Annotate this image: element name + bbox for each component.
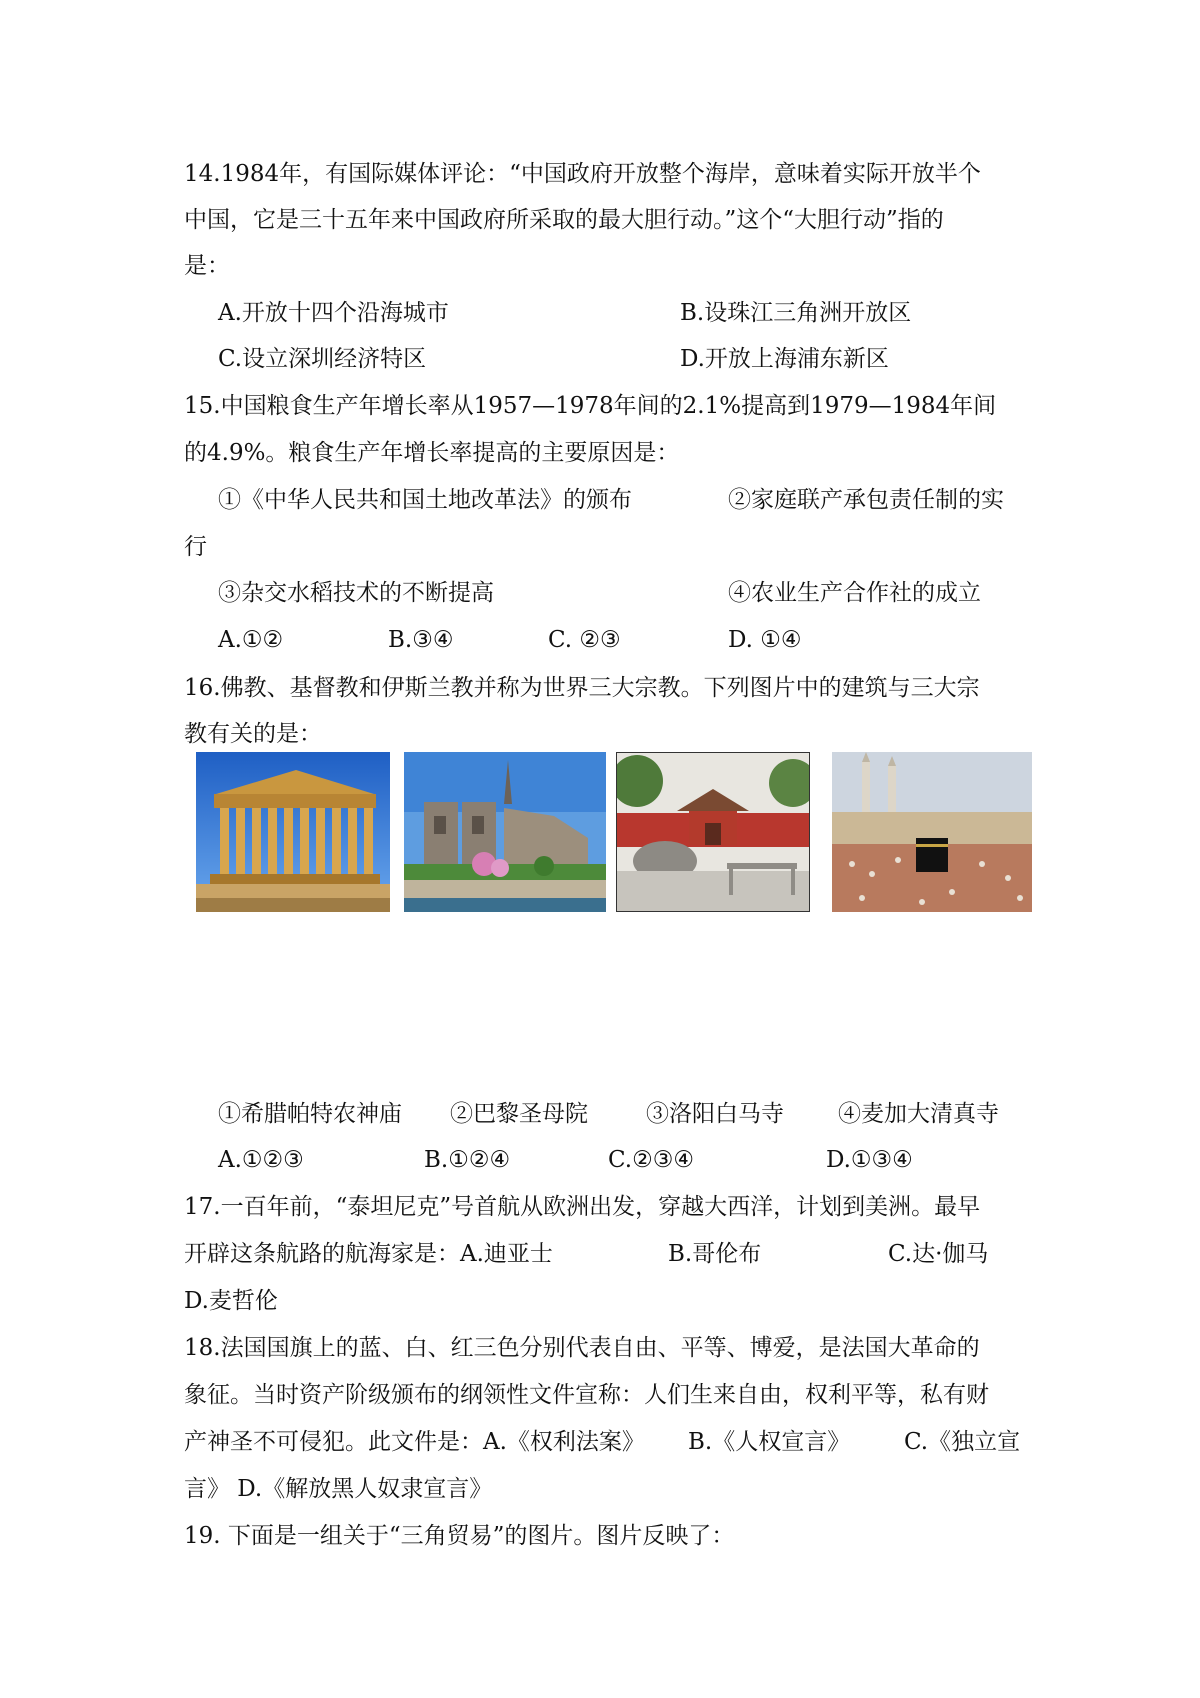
q18-line-4: 言》 D.《解放黑人奴隶宣言》 (184, 1476, 493, 1502)
white-horse-temple-photo (616, 752, 810, 912)
q16-item-4: ④麦加大清真寺 (838, 1101, 999, 1127)
q14-option-d: D.开放上海浦东新区 (680, 346, 889, 372)
q16-item-3: ③洛阳白马寺 (646, 1101, 784, 1127)
q15-item-4: ④农业生产合作社的成立 (728, 580, 981, 606)
q15-option-b: B.③④ (388, 627, 454, 653)
q17-option-b: B.哥伦布 (668, 1241, 762, 1267)
q19-line-1: 19. 下面是一组关于“三角贸易”的图片。图片反映了： (184, 1523, 735, 1549)
q16-option-b: B.①②④ (424, 1147, 511, 1173)
mecca-mosque-photo (832, 752, 1032, 912)
q15-option-d: D. ①④ (728, 627, 802, 653)
q15-item-2-wrap: 行 (184, 534, 207, 560)
q17-line-2: 开辟这条航路的航海家是：A.迪亚士 (184, 1241, 553, 1267)
q16-line-1: 16.佛教、基督教和伊斯兰教并称为世界三大宗教。下列图片中的建筑与三大宗 (184, 675, 980, 701)
q17-option-d: D.麦哲伦 (184, 1288, 278, 1314)
q16-option-a: A.①②③ (218, 1147, 304, 1173)
q16-option-c: C.②③④ (608, 1147, 694, 1173)
q15-item-1: ①《中华人民共和国土地改革法》的颁布 (218, 487, 632, 513)
q16-item-2: ②巴黎圣母院 (450, 1101, 588, 1127)
q17-line-1: 17.一百年前，“泰坦尼克”号首航从欧洲出发，穿越大西洋，计划到美洲。最早 (184, 1194, 981, 1220)
q15-line-1: 15.中国粮食生产年增长率从1957—1978年间的2.1%提高到1979—1984年间 (184, 393, 997, 419)
q15-option-c: C. ②③ (548, 627, 621, 653)
q14-option-b: B.设珠江三角洲开放区 (680, 300, 912, 326)
q15-line-2: 的4.9%。粮食生产年增长率提高的主要原因是： (184, 440, 680, 466)
q14-line-2: 中国，它是三十五年来中国政府所采取的最大胆行动。”这个“大胆行动”指的 (184, 207, 944, 233)
q14-option-a: A.开放十四个沿海城市 (218, 300, 449, 326)
religious-buildings-photos (196, 752, 1032, 912)
q18-option-c: C.《独立宣 (904, 1429, 1021, 1455)
parthenon-photo (196, 752, 390, 912)
q15-item-3: ③杂交水稻技术的不断提高 (218, 580, 494, 606)
q18-option-b: B.《人权宣言》 (688, 1429, 851, 1455)
q14-option-c: C.设立深圳经济特区 (218, 346, 427, 372)
q14-line-1: 14.1984年，有国际媒体评论：“中国政府开放整个海岸，意味着实际开放半个 (184, 161, 981, 187)
q18-line-3: 产神圣不可侵犯。此文件是：A.《权利法案》 (184, 1429, 645, 1455)
q14-line-3: 是： (184, 253, 230, 279)
q15-item-2: ②家庭联产承包责任制的实 (728, 487, 1004, 513)
q15-option-a: A.①② (218, 627, 284, 653)
q18-line-1: 18.法国国旗上的蓝、白、红三色分别代表自由、平等、博爱，是法国大革命的 (184, 1335, 980, 1361)
q18-line-2: 象征。当时资产阶级颁布的纲领性文件宣称：人们生来自由，权利平等，私有财 (184, 1382, 989, 1408)
q16-option-d: D.①③④ (826, 1147, 913, 1173)
notre-dame-photo (404, 752, 606, 912)
q16-item-1: ①希腊帕特农神庙 (218, 1101, 402, 1127)
q16-line-2: 教有关的是： (184, 721, 322, 747)
q17-option-c: C.达·伽马 (888, 1241, 989, 1267)
